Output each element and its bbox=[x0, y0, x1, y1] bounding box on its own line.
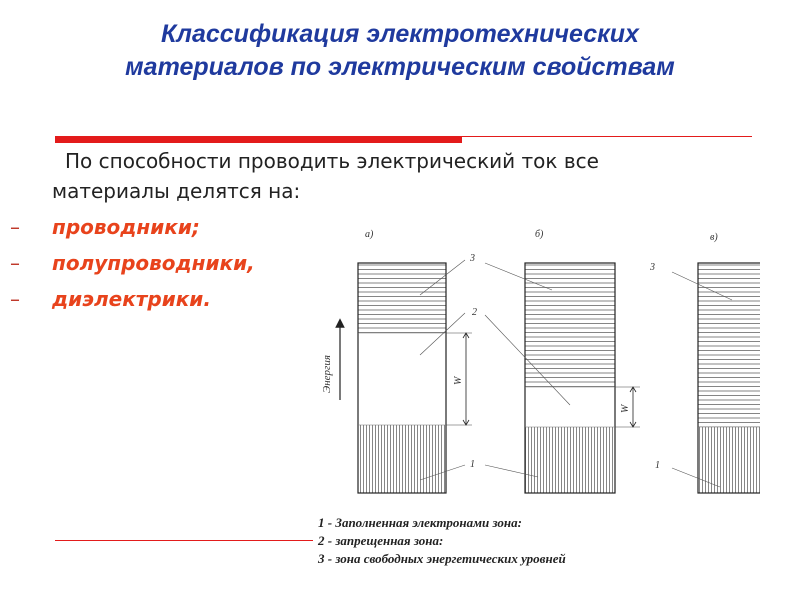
list-item bbox=[10, 245, 255, 281]
list-item bbox=[10, 281, 255, 317]
panel-label-a: а) bbox=[365, 229, 374, 240]
bullet-dash: – bbox=[10, 287, 20, 311]
diagram-legend bbox=[318, 514, 566, 568]
zone-number-3-c: 3 bbox=[650, 262, 655, 273]
bullet-dielectrics: диэлектрики. bbox=[52, 287, 211, 311]
zone-number-1: 1 bbox=[470, 459, 475, 470]
legend-line-1: 1 - Заполненная электронами зона: bbox=[318, 515, 522, 530]
panel-c-dielectric bbox=[649, 262, 760, 493]
bullet-conductors: проводники; bbox=[52, 215, 200, 239]
panel-label-b: б) bbox=[535, 229, 544, 240]
title-divider-thin bbox=[462, 136, 752, 137]
list-item bbox=[10, 209, 255, 245]
zone-number-1-c: 1 bbox=[655, 460, 660, 471]
zone-3-free-band bbox=[525, 263, 615, 387]
panel-a-semiconductor bbox=[358, 253, 477, 493]
gap-label-b: W bbox=[620, 404, 631, 413]
gap-label-a: W bbox=[453, 376, 464, 385]
slide-title bbox=[0, 18, 800, 84]
panel-label-c: в) bbox=[710, 232, 718, 243]
zone-number-2: 2 bbox=[472, 307, 477, 318]
title-line-2: материалов по электрическим свойствам bbox=[125, 53, 675, 81]
zone-1-filled-band bbox=[358, 425, 446, 493]
title-line-1: Классификация электротехнических bbox=[161, 20, 639, 48]
bullet-dash: – bbox=[10, 215, 20, 239]
bullet-semiconductors: полупроводники, bbox=[52, 251, 255, 275]
band-diagram bbox=[300, 215, 760, 505]
energy-axis-label: Энергия bbox=[321, 355, 333, 393]
intro-line-2: материалы делятся на: bbox=[52, 179, 301, 203]
title-divider-thick bbox=[55, 136, 462, 143]
legend-divider bbox=[55, 540, 313, 541]
legend-line-3: 3 - зона свободных энергетических уровней bbox=[318, 551, 566, 566]
material-list bbox=[10, 209, 255, 317]
zone-number-3: 3 bbox=[470, 253, 475, 264]
zone-3-free-band bbox=[358, 263, 446, 333]
intro-line-1: По способности проводить электрический ток все bbox=[65, 149, 599, 173]
zone-1-filled-band bbox=[525, 427, 615, 493]
zone-3-free-band bbox=[698, 263, 760, 427]
legend-line-2: 2 - запрещенная зона: bbox=[318, 533, 444, 548]
intro-text bbox=[52, 146, 772, 206]
bullet-dash: – bbox=[10, 251, 20, 275]
panel-b-semiconductor bbox=[485, 263, 640, 493]
zone-1-filled-band bbox=[698, 427, 760, 493]
